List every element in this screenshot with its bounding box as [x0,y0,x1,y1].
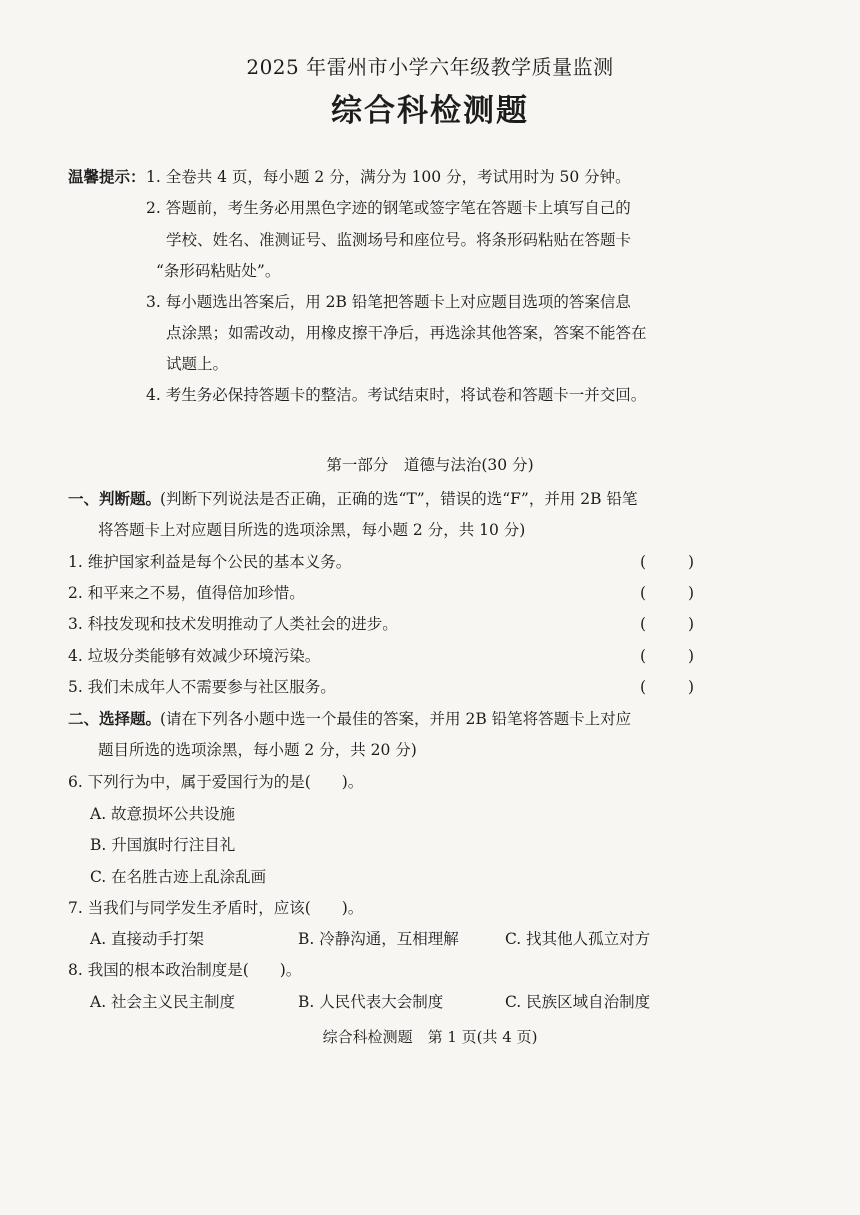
part-title: 第一部分 道德与法治(30 分) [326,456,534,474]
notice-item: 2. 答题前，考生务必用黑色字迹的钢笔或签字笔在答题卡上填写自己的 [146,199,631,217]
notice-item: 1. 全卷共 4 页，每小题 2 分，满分为 100 分，考试用时为 50 分钟。 [146,168,631,186]
notice-item: 3. 每小题选出答案后，用 2B 铅笔把答题卡上对应题目选项的答案信息 [146,293,631,311]
question-text: 4. 垃圾分类能够有效减少环境污染。 [68,647,321,665]
question-text: 1. 维护国家利益是每个公民的基本义务。 [68,553,352,571]
option: C. 在名胜古迹上乱涂乱画 [90,868,267,886]
option: A. 社会主义民主制度 [90,993,236,1011]
answer-paren: ( ) [640,678,694,696]
page-footer: 综合科检测题 第 1 页(共 4 页) [322,1028,538,1046]
question-stem: 7. 当我们与同学发生矛盾时，应该( )。 [68,899,364,917]
answer-paren: ( ) [640,647,694,665]
option: C. 民族区域自治制度 [505,993,651,1011]
notice-item: 点涂黑；如需改动，用橡皮擦干净后，再选涂其他答案，答案不能答在 [166,324,647,342]
question-text: 5. 我们未成年人不需要参与社区服务。 [68,678,336,696]
question-stem: 8. 我国的根本政治制度是( )。 [68,961,302,979]
section-instructions: (判断下列说法是否正确，正确的选“T”，错误的选“F”，并用 2B 铅笔 [160,490,638,508]
section-instructions: (请在下列各小题中选一个最佳的答案，并用 2B 铅笔将答题卡上对应 [160,710,632,728]
notice-item: 4. 考生务必保持答题卡的整洁。考试结束时，将试卷和答题卡一并交回。 [146,386,647,404]
notice-item: 试题上。 [166,355,229,373]
section-instructions: 将答题卡上对应题目所选的选项涂黑，每小题 2 分，共 10 分) [98,521,526,539]
question-text: 3. 科技发现和技术发明推动了人类社会的进步。 [68,615,398,633]
option: C. 找其他人孤立对方 [505,930,651,948]
section-heading: 一、判断题。 [68,489,162,508]
option: A. 故意损坏公共设施 [90,805,236,823]
question-text: 2. 和平来之不易，值得倍加珍惜。 [68,584,305,602]
section-heading: 二、选择题。 [68,709,162,728]
answer-paren: ( ) [640,553,694,571]
answer-paren: ( ) [640,584,694,602]
answer-paren: ( ) [640,615,694,633]
exam-title: 综合科检测题 [331,93,529,129]
option: B. 升国旗时行注目礼 [90,836,236,854]
notice-label: 温馨提示： [68,167,146,186]
option: B. 人民代表大会制度 [298,993,444,1011]
section-instructions: 题目所选的选项涂黑，每小题 2 分，共 20 分) [98,741,417,759]
exam-subtitle: 2025 年雷州市小学六年级教学质量监测 [246,55,614,79]
notice-item: 学校、姓名、准测证号、监测场号和座位号。将条形码粘贴在答题卡 [166,231,632,249]
question-stem: 6. 下列行为中，属于爱国行为的是( )。 [68,773,364,791]
notice-item: “条形码粘贴处”。 [156,262,281,280]
option: A. 直接动手打架 [90,930,205,948]
option: B. 冷静沟通，互相理解 [298,930,459,948]
